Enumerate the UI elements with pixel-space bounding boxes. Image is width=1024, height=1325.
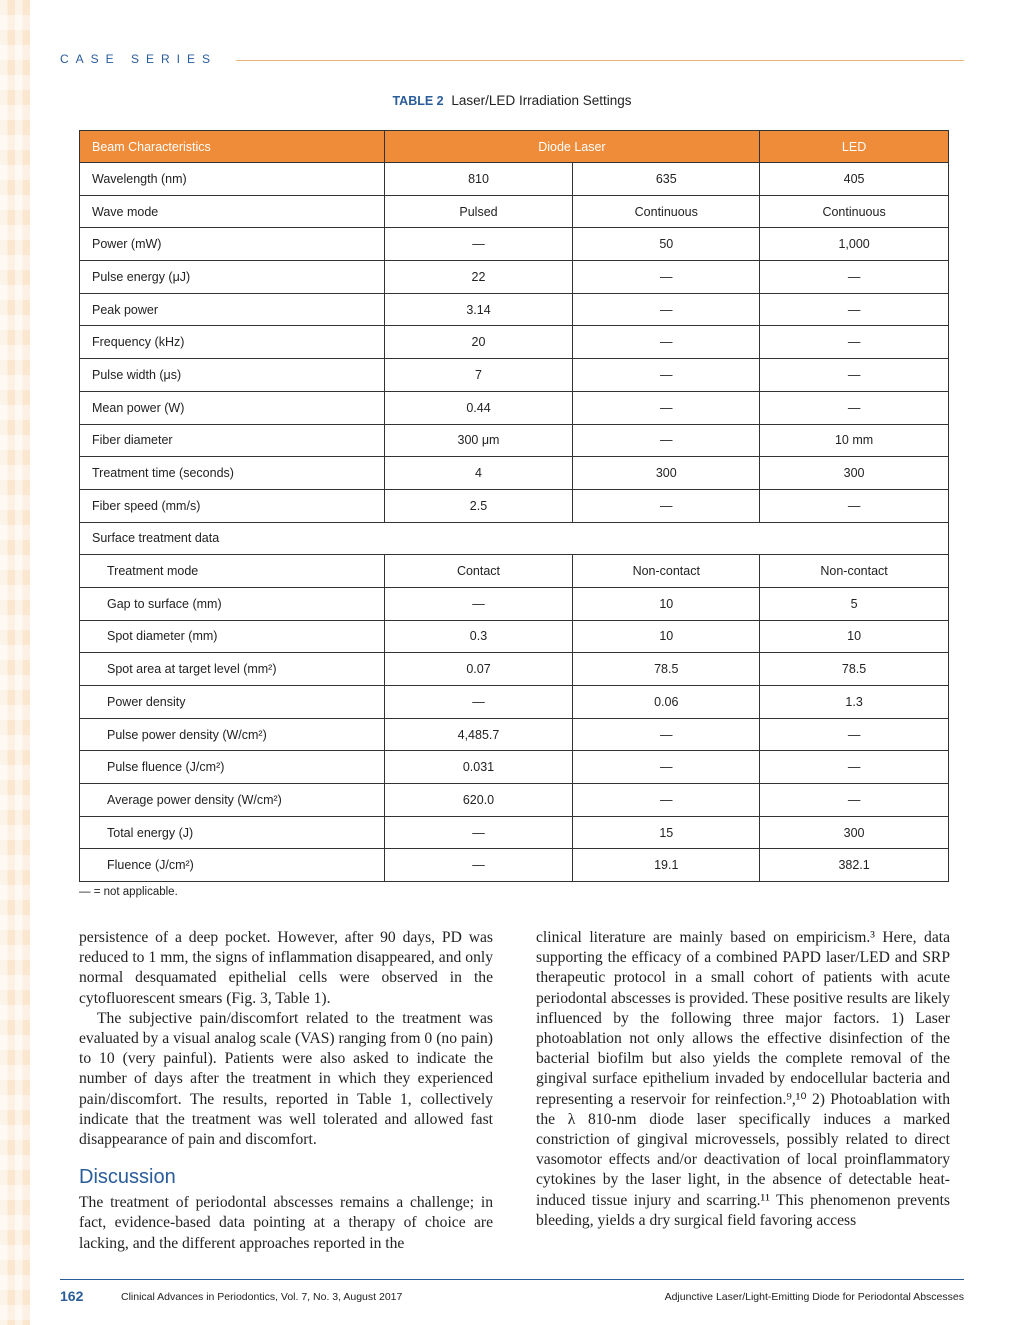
diode-laser-value: 10	[573, 587, 760, 620]
table-row	[80, 653, 949, 686]
paragraph: The subjective pain/discomfort related to the treatment was evaluated by a visual analog scale (VAS) ranging from 0 (no pain) to 10 (very painful). Patients were also asked to indicate the number of days after the treatment in which they experienced pain/discomfort. The results, reported in Table 1, collectively indicate that the treatment was well tolerated and allowed fast disappearance of pain and discomfort.	[79, 1009, 493, 1149]
row-label: Fiber speed (mm/s)	[80, 489, 385, 522]
row-label: Frequency (kHz)	[80, 326, 385, 359]
table-number: TABLE 2	[392, 94, 444, 108]
row-label: Pulse width (μs)	[80, 359, 385, 392]
diode-laser-value: —	[384, 686, 573, 719]
led-value: —	[760, 718, 949, 751]
diode-laser-value: 3.14	[384, 293, 573, 326]
row-label: Power (mW)	[80, 228, 385, 261]
right-text-column	[536, 928, 950, 1231]
led-value: 10 mm	[760, 424, 949, 457]
row-label: Gap to surface (mm)	[80, 587, 385, 620]
diode-laser-value: —	[573, 489, 760, 522]
diode-laser-value: 635	[573, 163, 760, 196]
row-label: Pulse fluence (J/cm²)	[80, 751, 385, 784]
diode-laser-value: 19.1	[573, 849, 760, 882]
diode-laser-value: 0.3	[384, 620, 573, 653]
discussion-heading: Discussion	[79, 1166, 176, 1189]
led-value: 300	[760, 816, 949, 849]
table-row	[80, 849, 949, 882]
column-header-diode-laser: Diode Laser	[384, 131, 760, 163]
led-value: 10	[760, 620, 949, 653]
row-label: Pulse power density (W/cm²)	[80, 718, 385, 751]
table-caption	[0, 93, 1024, 108]
diode-laser-value: —	[384, 849, 573, 882]
table-row	[80, 457, 949, 490]
led-value: 300	[760, 457, 949, 490]
table-row	[80, 751, 949, 784]
diode-laser-value: Contact	[384, 555, 573, 588]
row-label: Total energy (J)	[80, 816, 385, 849]
diode-laser-value: 4	[384, 457, 573, 490]
diode-laser-value: 0.44	[384, 391, 573, 424]
led-value: 405	[760, 163, 949, 196]
diode-laser-value: 20	[384, 326, 573, 359]
paragraph: clinical literature are mainly based on empiricism.³ Here, data supporting the efficacy of a combined PAPD laser/LED and SRP therapeutic protocol in a small cohort of patients with acute periodontal abscesses is provided. These positive results are likely influenced by the following three major factors. 1) Laser photoablation not only allows the effective disinfection of the bacterial biofilm but also yields the complete removal of the gingival surface epithelium invaded by endocellular bacteria and representing a reservoir for reinfection.⁹,¹⁰ 2) Photoablation with the λ 810-nm diode laser specifically induces a marked constriction of gingival microvessels, possibly related to direct vasomotor effects and/or deactivation of local proinflammatory cytokines by the laser light, in the absence of detectable heat-induced tissue injury and scarring.¹¹ This phenomenon prevents bleeding, yields a dry surgical field favoring access	[536, 929, 950, 1229]
table-row	[80, 784, 949, 817]
led-value: —	[760, 784, 949, 817]
row-label: Treatment mode	[80, 555, 385, 588]
diode-laser-value: 4,485.7	[384, 718, 573, 751]
table-row	[80, 718, 949, 751]
diode-laser-value: 0.06	[573, 686, 760, 719]
running-title: Adjunctive Laser/Light-Emitting Diode for Periodontal Abscesses	[664, 1291, 964, 1303]
row-label: Fluence (J/cm²)	[80, 849, 385, 882]
diode-laser-value: —	[573, 261, 760, 294]
diode-laser-value: 50	[573, 228, 760, 261]
led-value: —	[760, 326, 949, 359]
row-label: Wavelength (nm)	[80, 163, 385, 196]
section-label: CASE SERIES	[60, 52, 218, 66]
table-section-row	[80, 522, 949, 555]
table-row	[80, 686, 949, 719]
row-label: Average power density (W/cm²)	[80, 784, 385, 817]
led-value: Non-contact	[760, 555, 949, 588]
diode-laser-value: 22	[384, 261, 573, 294]
led-value: 78.5	[760, 653, 949, 686]
diode-laser-value: 300 μm	[384, 424, 573, 457]
column-header-led: LED	[760, 131, 949, 163]
diode-laser-value: —	[573, 751, 760, 784]
row-label: Treatment time (seconds)	[80, 457, 385, 490]
led-value: Continuous	[760, 195, 949, 228]
row-label: Fiber diameter	[80, 424, 385, 457]
diode-laser-value: 620.0	[384, 784, 573, 817]
diode-laser-value: Pulsed	[384, 195, 573, 228]
table-row	[80, 326, 949, 359]
led-value: —	[760, 261, 949, 294]
page-number: 162	[60, 1288, 84, 1304]
row-label: Power density	[80, 686, 385, 719]
led-value: 1.3	[760, 686, 949, 719]
led-value: 1,000	[760, 228, 949, 261]
paragraph: persistence of a deep pocket. However, after 90 days, PD was reduced to 1 mm, the signs of inflammation disappeared, and only normal desquamated epithelial cells were observed in the cytofluorescent smears (Fig. 3, Table 1).	[79, 929, 493, 1007]
led-value: —	[760, 391, 949, 424]
table-row	[80, 195, 949, 228]
table-row	[80, 228, 949, 261]
diode-laser-value: —	[573, 784, 760, 817]
section-surface-treatment-data: Surface treatment data	[80, 522, 949, 555]
decorative-side-strip	[0, 0, 30, 1325]
led-value: —	[760, 359, 949, 392]
paragraph: The treatment of periodontal abscesses remains a challenge; in fact, evidence-based data pointing at a therapy of choice are lacking, and the different approaches reported in the	[79, 1194, 493, 1252]
diode-laser-value: —	[384, 228, 573, 261]
diode-laser-value: —	[573, 359, 760, 392]
row-label: Spot area at target level (mm²)	[80, 653, 385, 686]
irradiation-settings-table	[79, 130, 949, 882]
journal-citation: Clinical Advances in Periodontics, Vol. 7, No. 3, August 2017	[121, 1291, 403, 1303]
table-title: Laser/LED Irradiation Settings	[451, 93, 632, 108]
diode-laser-value: 0.031	[384, 751, 573, 784]
table-row	[80, 587, 949, 620]
diode-laser-value: 2.5	[384, 489, 573, 522]
diode-laser-value: —	[573, 424, 760, 457]
row-label: Pulse energy (μJ)	[80, 261, 385, 294]
table-row	[80, 391, 949, 424]
diode-laser-value: 300	[573, 457, 760, 490]
diode-laser-value: —	[384, 816, 573, 849]
diode-laser-value: Continuous	[573, 195, 760, 228]
diode-laser-value: —	[384, 587, 573, 620]
diode-laser-value: —	[573, 293, 760, 326]
table-row	[80, 555, 949, 588]
table-row	[80, 359, 949, 392]
table-row	[80, 163, 949, 196]
table-header-row	[80, 131, 949, 163]
table-row	[80, 816, 949, 849]
diode-laser-value: 0.07	[384, 653, 573, 686]
left-text-column	[79, 928, 493, 1254]
diode-laser-value: 810	[384, 163, 573, 196]
table-footnote: — = not applicable.	[79, 886, 178, 898]
column-header-beam-characteristics: Beam Characteristics	[80, 131, 385, 163]
led-value: 382.1	[760, 849, 949, 882]
table-row	[80, 261, 949, 294]
row-label: Wave mode	[80, 195, 385, 228]
led-value: —	[760, 489, 949, 522]
row-label: Spot diameter (mm)	[80, 620, 385, 653]
diode-laser-value: 78.5	[573, 653, 760, 686]
row-label: Peak power	[80, 293, 385, 326]
diode-laser-value: —	[573, 718, 760, 751]
table-row	[80, 293, 949, 326]
header-rule	[236, 60, 964, 61]
row-label: Mean power (W)	[80, 391, 385, 424]
diode-laser-value: 7	[384, 359, 573, 392]
diode-laser-value: Non-contact	[573, 555, 760, 588]
led-value: —	[760, 293, 949, 326]
diode-laser-value: —	[573, 326, 760, 359]
led-value: —	[760, 751, 949, 784]
diode-laser-value: 15	[573, 816, 760, 849]
table-row	[80, 489, 949, 522]
diode-laser-value: —	[573, 391, 760, 424]
diode-laser-value: 10	[573, 620, 760, 653]
table-row	[80, 424, 949, 457]
led-value: 5	[760, 587, 949, 620]
table-row	[80, 620, 949, 653]
footer-rule	[60, 1279, 964, 1280]
